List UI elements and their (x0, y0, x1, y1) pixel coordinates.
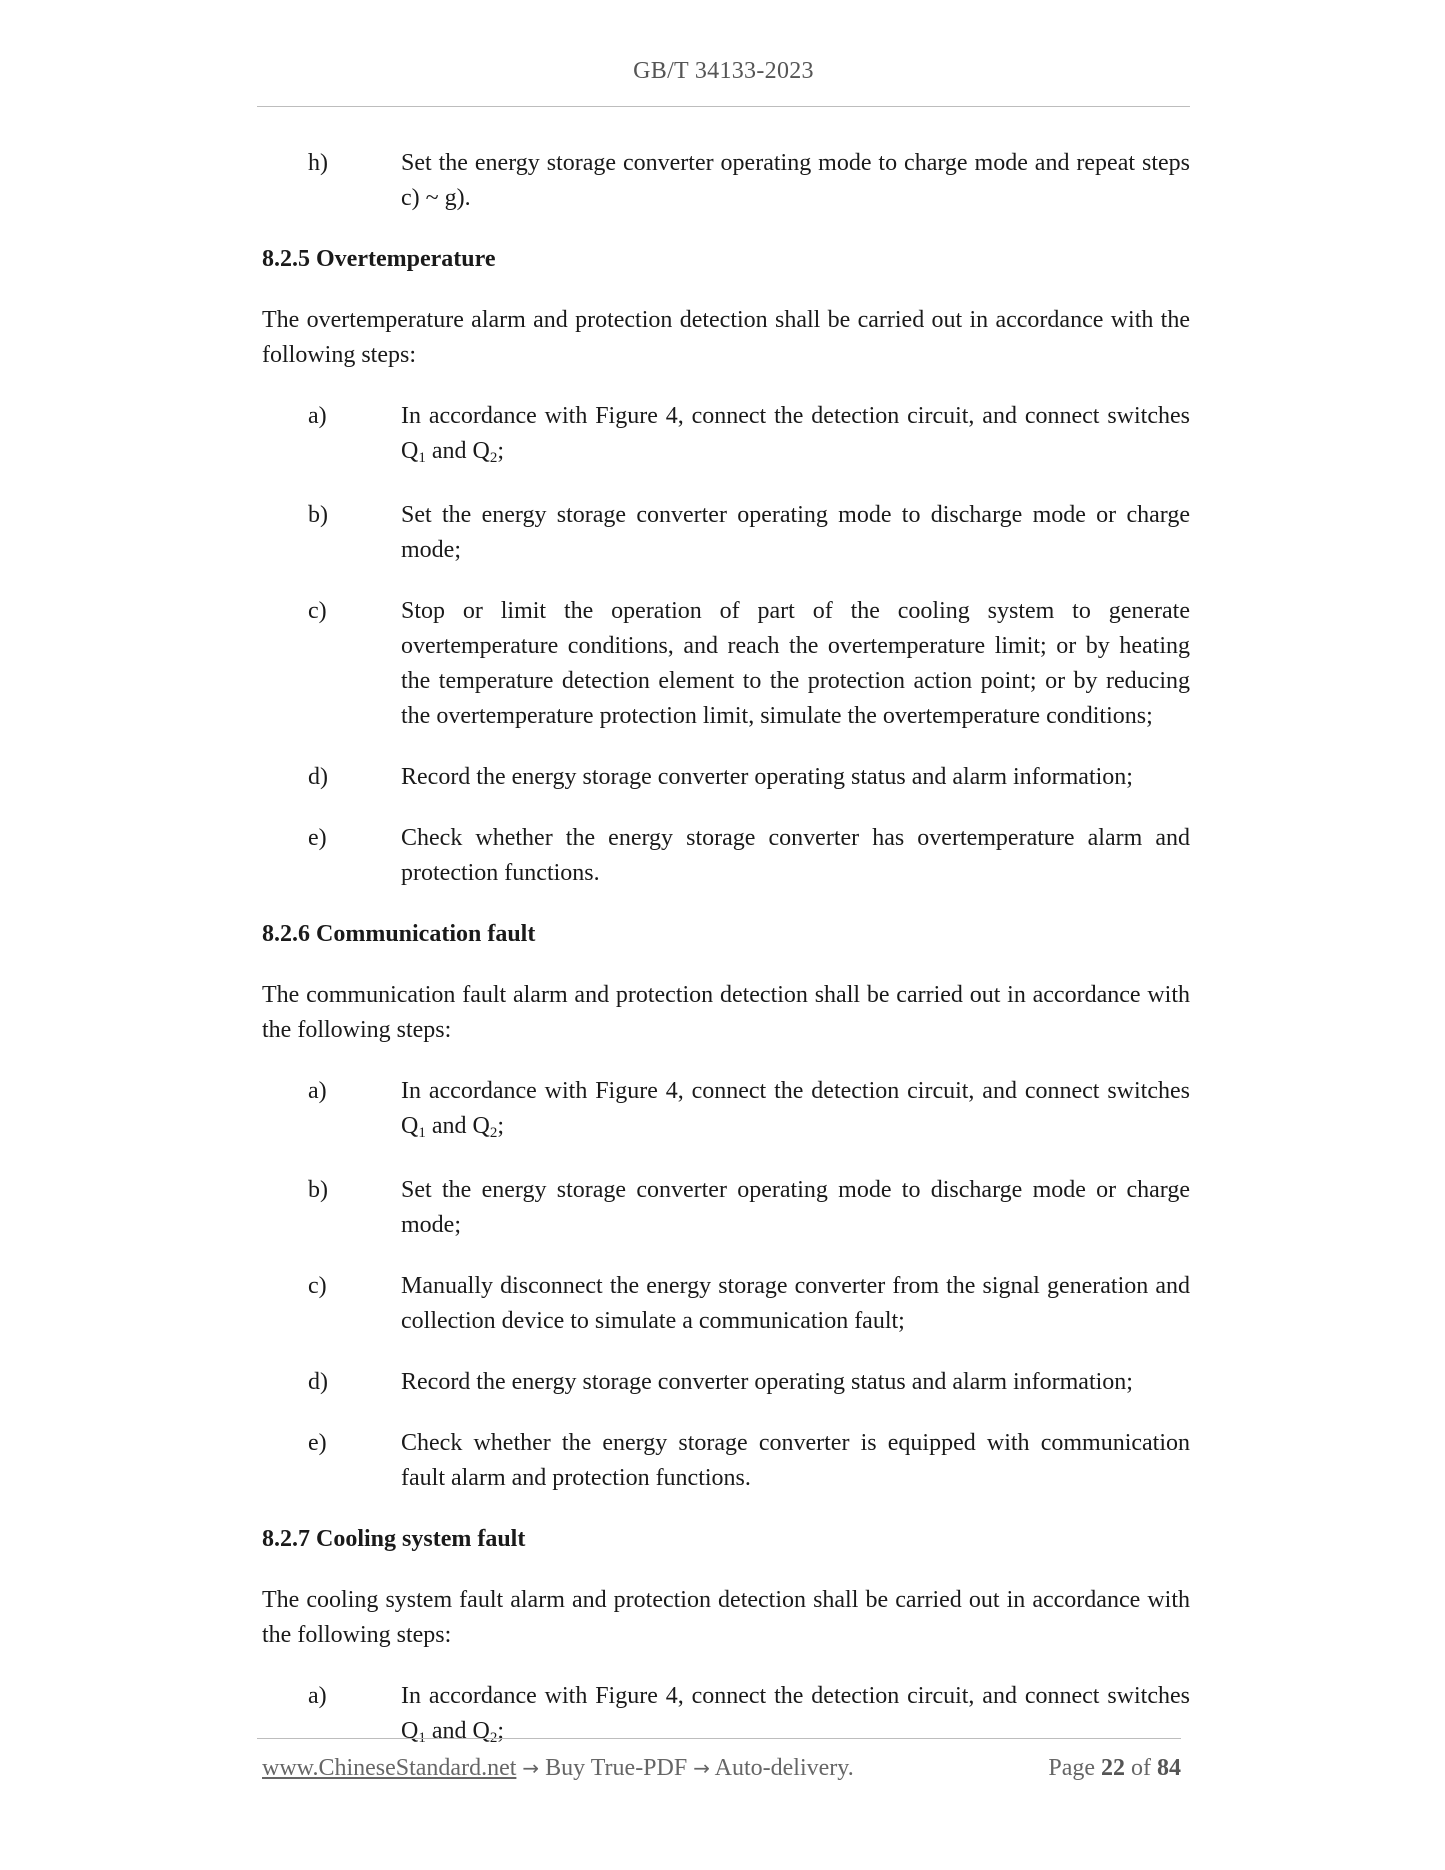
list-item-text: Set the energy storage converter operating mode to charge mode and repeat steps c) ~ g). (401, 150, 1190, 211)
list-item (308, 1173, 1190, 1243)
section-heading-8-2-5: 8.2.5 Overtemperature (262, 246, 496, 272)
section-intro-8-2-7: The cooling system fault alarm and protection detection shall be carried out in accordance with the following steps: (262, 1587, 1190, 1648)
list-marker: c) (308, 1273, 327, 1299)
list-marker: a) (308, 403, 327, 429)
subscript: 2 (489, 1125, 498, 1141)
text-segment: ; (497, 1113, 504, 1139)
list-item-text: Stop or limit the operation of part of the cooling system to generate overtemperature conditions, and reach the overtemperature limit; or by heating the temperature detection element to the protection action point; or by reducing the overtemperature protection limit, simulate the overtemperature conditions; (401, 598, 1190, 729)
list-marker: b) (308, 502, 328, 528)
buy-text: Buy True-PDF (539, 1755, 694, 1781)
section-heading-8-2-7: 8.2.7 Cooling system fault (262, 1526, 526, 1552)
website-link[interactable]: www.ChineseStandard.net (262, 1755, 517, 1781)
list-item-text: Set the energy storage converter operating mode to discharge mode or charge mode; (401, 1177, 1190, 1238)
subscript: 1 (418, 1730, 426, 1746)
subscript: 2 (489, 450, 498, 466)
list-item-text (401, 1074, 1190, 1147)
arrow-right-icon: → (693, 1756, 710, 1780)
list-item-text: Check whether the energy storage converter has overtemperature alarm and protection functions. (401, 825, 1190, 886)
list-item (308, 146, 1190, 216)
list-item-text: Check whether the energy storage converter is equipped with communication fault alarm and protection functions. (401, 1430, 1190, 1491)
section-intro-8-2-5: The overtemperature alarm and protection detection shall be carried out in accordance with the following steps: (262, 307, 1190, 368)
list-item-text (401, 1679, 1190, 1752)
list-marker: e) (308, 1430, 327, 1456)
list-item-text: Record the energy storage converter operating status and alarm information; (401, 764, 1133, 790)
section-heading-8-2-6: 8.2.6 Communication fault (262, 921, 536, 947)
footer-text (516, 1755, 853, 1781)
list-marker: c) (308, 598, 327, 624)
list-item (308, 399, 1190, 472)
list-item (308, 1269, 1190, 1339)
list-marker: d) (308, 1369, 328, 1395)
page-content (262, 146, 1190, 1778)
subscript: 2 (489, 1730, 498, 1746)
current-page: 22 (1101, 1755, 1125, 1781)
list-marker: d) (308, 764, 328, 790)
section-intro-8-2-6: The communication fault alarm and protection detection shall be carried out in accordance with the following steps: (262, 982, 1190, 1043)
arrow-right-icon: → (522, 1756, 540, 1780)
subscript: 1 (418, 450, 426, 466)
list-item (308, 1426, 1190, 1496)
list-item (308, 1074, 1190, 1147)
text-segment: ; (497, 1718, 504, 1744)
list-marker: h) (308, 150, 328, 176)
list-item (308, 1365, 1190, 1400)
of-label: of (1125, 1755, 1157, 1781)
delivery-text: Auto-delivery. (709, 1755, 854, 1781)
text-segment: In accordance with Figure 4, connect the detection circuit, and connect switches Q (401, 403, 1190, 464)
page-header-title: GB/T 34133-2023 (633, 58, 814, 84)
header-divider (257, 106, 1190, 107)
list-item (308, 1679, 1190, 1752)
list-marker: a) (308, 1683, 327, 1709)
text-segment: and Q (425, 1113, 490, 1139)
text-segment: ; (497, 438, 504, 464)
list-marker: e) (308, 825, 327, 851)
text-segment: In accordance with Figure 4, connect the detection circuit, and connect switches Q (401, 1078, 1190, 1139)
list-item-text: Record the energy storage converter operating status and alarm information; (401, 1369, 1133, 1395)
page-number (1048, 1755, 1181, 1782)
page-label: Page (1048, 1755, 1101, 1781)
list-item-text: Manually disconnect the energy storage converter from the signal generation and collection device to simulate a communication fault; (401, 1273, 1190, 1334)
footer-divider (257, 1738, 1181, 1739)
footer-left (262, 1755, 854, 1782)
text-segment: and Q (425, 1718, 490, 1744)
list-marker: b) (308, 1177, 328, 1203)
total-pages: 84 (1157, 1755, 1181, 1781)
text-segment: In accordance with Figure 4, connect the detection circuit, and connect switches Q (401, 1683, 1190, 1744)
list-item (308, 760, 1190, 795)
list-marker: a) (308, 1078, 327, 1104)
list-item (308, 821, 1190, 891)
list-item-text: Set the energy storage converter operating mode to discharge mode or charge mode; (401, 502, 1190, 563)
list-item (308, 498, 1190, 568)
list-item (308, 594, 1190, 734)
list-item-text (401, 399, 1190, 472)
subscript: 1 (418, 1125, 426, 1141)
text-segment: and Q (425, 438, 490, 464)
